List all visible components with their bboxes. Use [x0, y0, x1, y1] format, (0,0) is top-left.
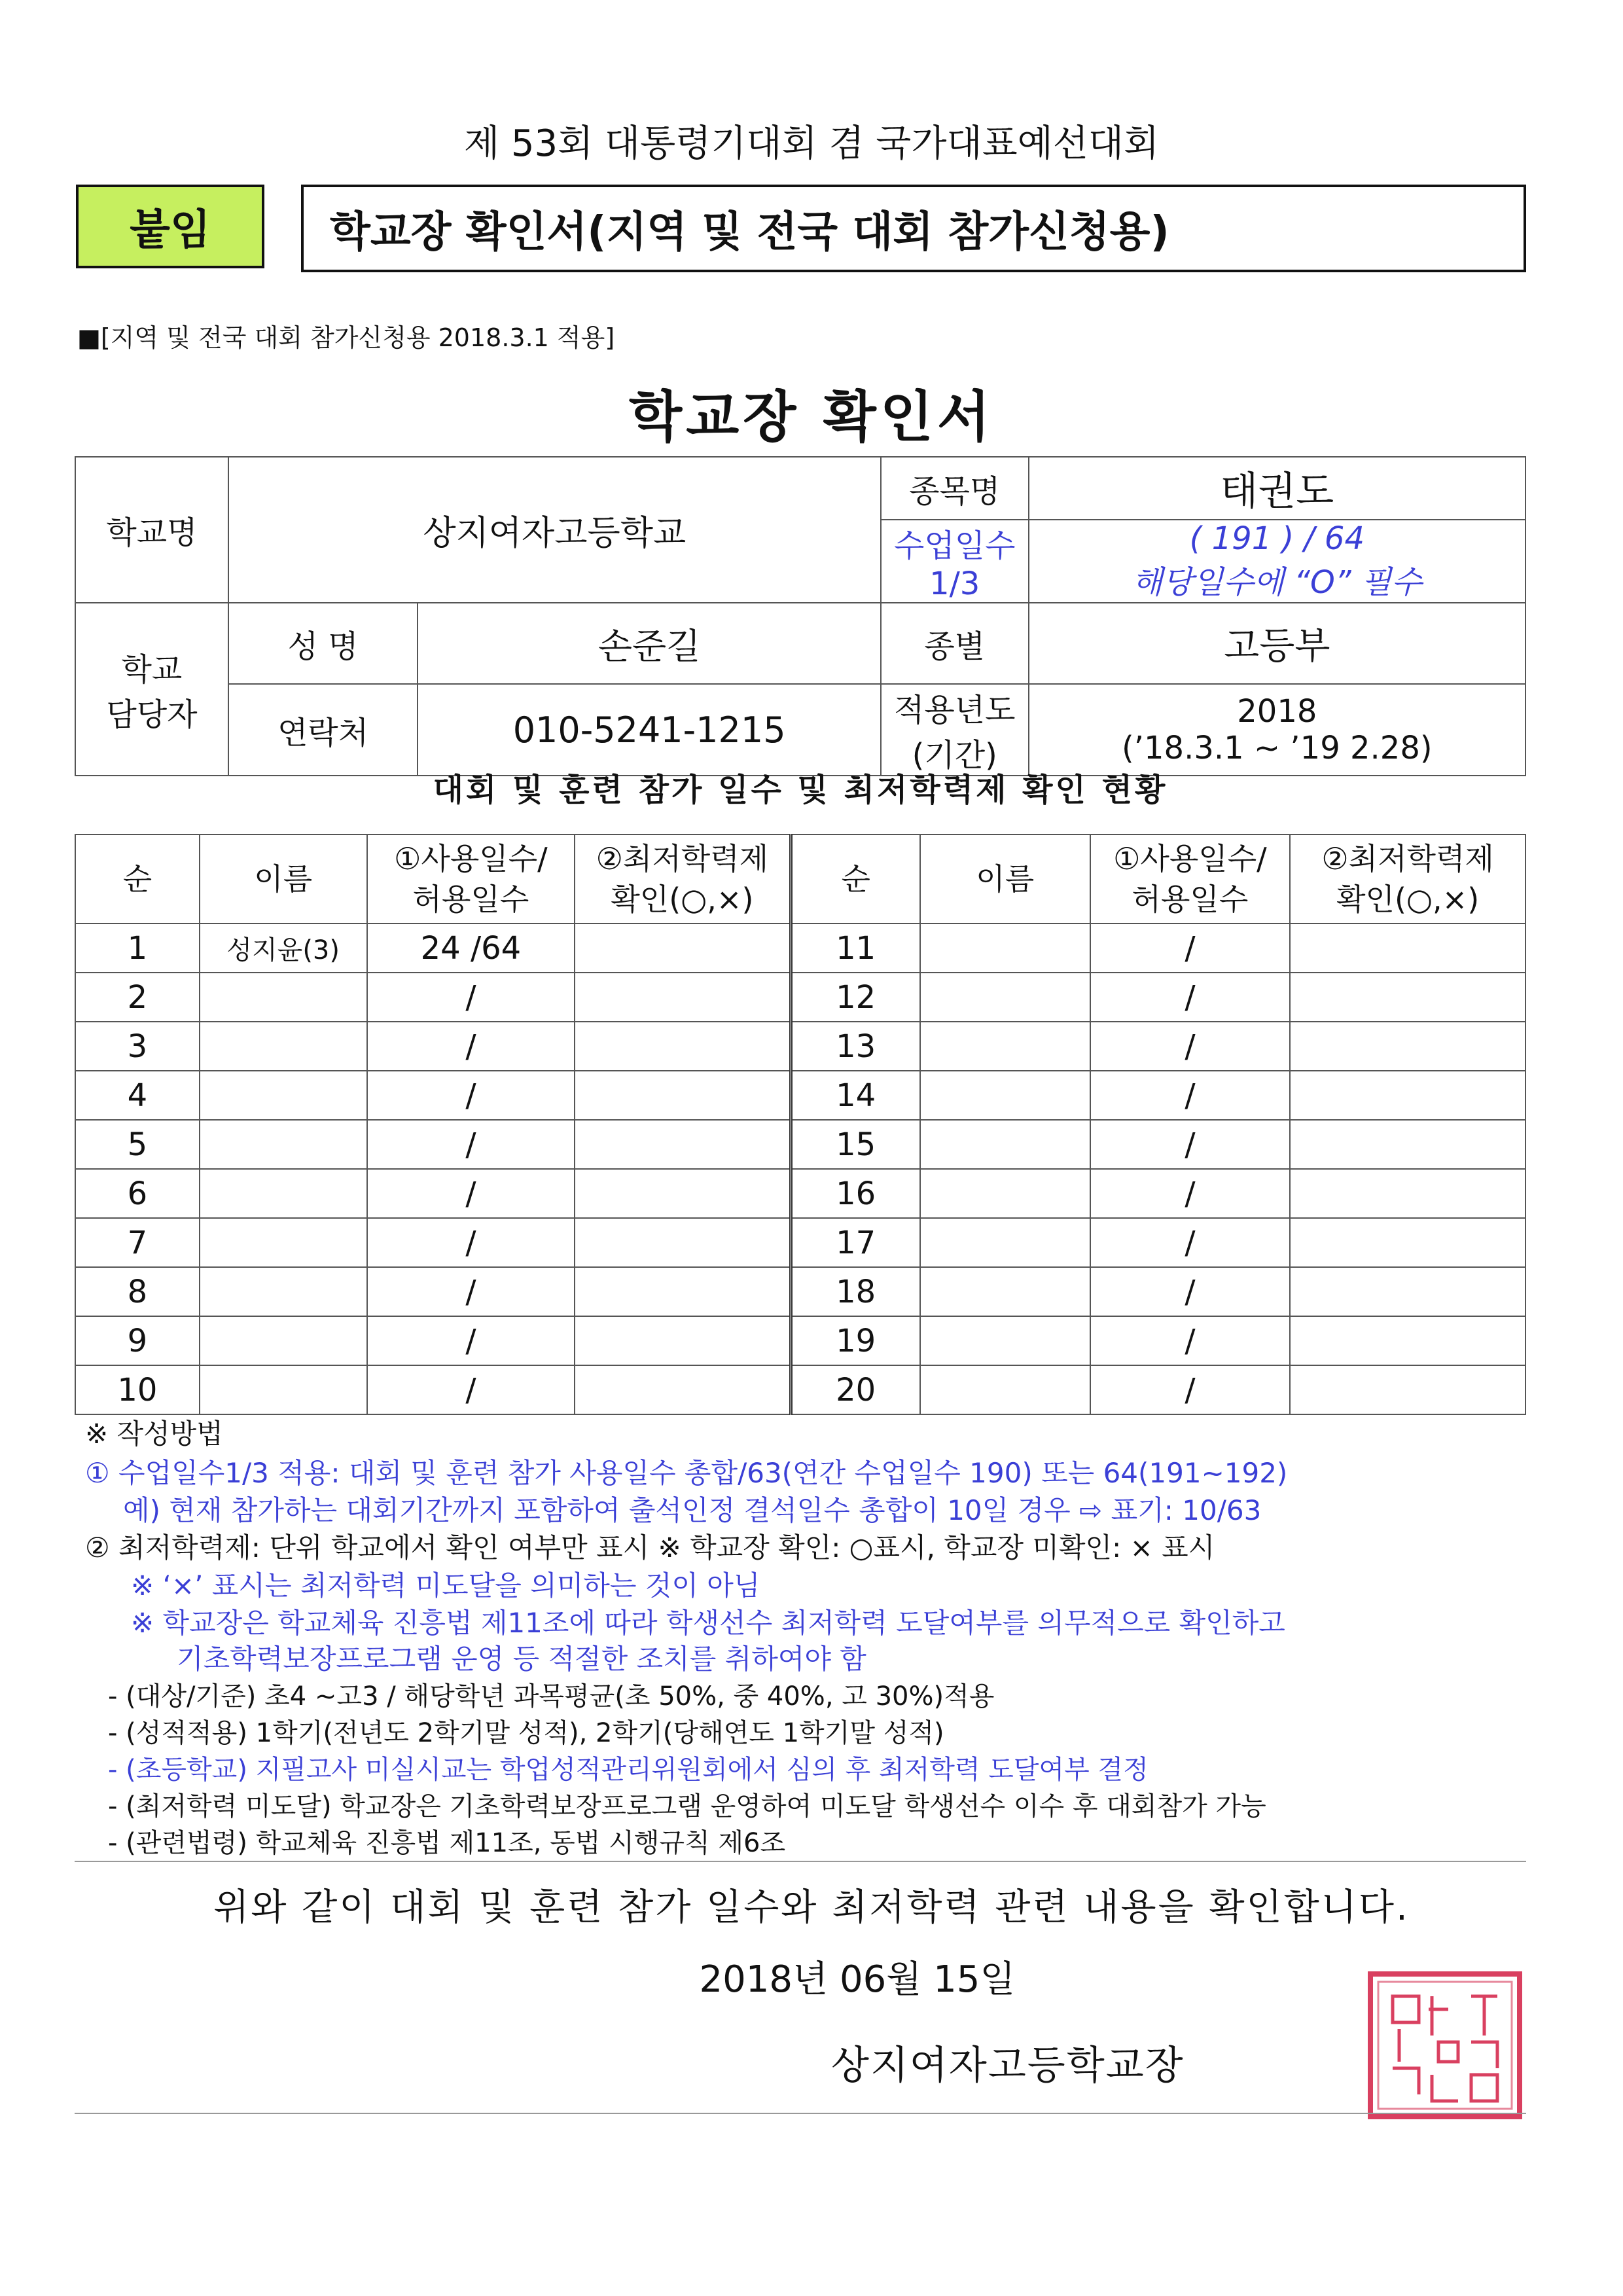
roster-left-name — [200, 1071, 367, 1120]
roster-left-no: 1 — [75, 924, 200, 973]
document-date: 2018년 06월 15일 — [699, 1958, 1016, 2001]
table-row — [75, 1022, 1525, 1071]
roster-right-name — [920, 1169, 1090, 1218]
roster-right-check — [1290, 1365, 1525, 1414]
roster-left-no: 5 — [75, 1120, 200, 1169]
table-row — [75, 1120, 1525, 1169]
roster-right-check — [1290, 1022, 1525, 1071]
roster-right-days: / — [1090, 1218, 1291, 1267]
roster-right-check — [1290, 1316, 1525, 1365]
roster-right-check — [1290, 1169, 1525, 1218]
roster-left-days: / — [367, 1365, 575, 1414]
roster-left-no: 9 — [75, 1316, 200, 1365]
roster-right-no: 17 — [791, 1218, 920, 1267]
roster-right-days: / — [1090, 924, 1291, 973]
roster-left-check — [575, 973, 791, 1022]
header-days-right-line1: ①사용일수/ — [1113, 841, 1267, 876]
roster-left-no: 10 — [75, 1365, 200, 1414]
roster-left-check — [575, 1120, 791, 1169]
roster-left-check — [575, 1365, 791, 1414]
roster-left-check — [575, 924, 791, 973]
roster-table — [75, 834, 1526, 1415]
contact-label: 연락처 — [228, 684, 418, 776]
roster-right-no: 18 — [791, 1267, 920, 1316]
roster-right-name — [920, 1365, 1090, 1414]
class-days-value — [1029, 520, 1525, 603]
roster-left-name — [200, 973, 367, 1022]
roster-right-days: / — [1090, 1316, 1291, 1365]
class-days-label-line2: 1/3 — [929, 565, 980, 602]
roster-left-check — [575, 1267, 791, 1316]
detail-3: - (초등학교) 지필고사 미실시교는 학업성적관리위원회에서 심의 후 최저학력 도달여부 결정 — [108, 1755, 1149, 1785]
principal-name: 상지여자고등학교장 — [831, 2043, 1185, 2089]
detail-2: - (성적적용) 1학기(전년도 2학기말 성적), 2학기(당해연도 1학기말 성적) — [108, 1718, 944, 1748]
table-row — [75, 1316, 1525, 1365]
roster-left-no: 6 — [75, 1169, 200, 1218]
header-name: 이름 — [200, 834, 367, 924]
roster-right-check — [1290, 1120, 1525, 1169]
year-label-line1: 적용년도 — [893, 692, 1016, 728]
year-value-line2: (’18.3.1 ~ ’19 2.28) — [1122, 730, 1433, 766]
roster-left-days: 24 /64 — [367, 924, 575, 973]
roster-right-no: 15 — [791, 1120, 920, 1169]
note-2c: ※ 학교장은 학교체육 진흥법 제11조에 따라 학생선수 최저학력 도달여부를 의무적으로 확인하고 — [131, 1607, 1285, 1639]
roster-left-no: 3 — [75, 1022, 200, 1071]
sport-label: 종목명 — [881, 457, 1029, 520]
roster-right-name — [920, 1218, 1090, 1267]
roster-left-days: / — [367, 1120, 575, 1169]
roster-right-no: 13 — [791, 1022, 920, 1071]
roster-left-no: 4 — [75, 1071, 200, 1120]
roster-left-check — [575, 1316, 791, 1365]
roster-left-days: / — [367, 1169, 575, 1218]
header-days-right-line2: 허용일수 — [1132, 882, 1249, 917]
roster-right-check — [1290, 924, 1525, 973]
year-value — [1029, 684, 1525, 776]
roster-left-no: 7 — [75, 1218, 200, 1267]
detail-5: - (관련법령) 학교체육 진흥법 제11조, 동법 시행규칙 제6조 — [108, 1828, 786, 1858]
note-1b: 예) 현재 참가하는 대회기간까지 포함하여 출석인정 결석일수 총합이 10일 경우 ⇨ 표기: 10/63 — [123, 1494, 1262, 1526]
roster-right-name — [920, 1022, 1090, 1071]
table-row — [75, 1365, 1525, 1414]
roster-left-days: / — [367, 1218, 575, 1267]
note-1a: ① 수업일수1/3 적용: 대회 및 훈련 참가 사용일수 총합/63(연간 수업일수 190) 또는 64(191~192) — [85, 1457, 1288, 1489]
roster-right-name — [920, 1071, 1090, 1120]
roster-left-check — [575, 1169, 791, 1218]
roster-left-no: 8 — [75, 1267, 200, 1316]
roster-right-no: 20 — [791, 1365, 920, 1414]
roster-right-no: 16 — [791, 1169, 920, 1218]
school-label: 학교명 — [75, 457, 228, 603]
divider-bottom — [75, 2113, 1526, 2114]
roster-right-days: / — [1090, 1071, 1291, 1120]
roster-right-check — [1290, 1218, 1525, 1267]
notes-heading: ※ 작성방법 — [85, 1418, 223, 1450]
status-title: 대회 및 훈련 참가 일수 및 최저학력제 확인 현황 — [433, 772, 1168, 808]
school-value: 상지여자고등학교 — [228, 457, 881, 603]
header-check-line1: ②최저학력제 — [596, 841, 769, 876]
name-label: 성 명 — [228, 603, 418, 684]
class-days-label — [881, 520, 1029, 603]
roster-left-check — [575, 1071, 791, 1120]
roster-left-name: 성지윤(3) — [200, 924, 367, 973]
note-2d: 기초학력보장프로그램 운영 등 적절한 조치를 취하여야 함 — [177, 1643, 866, 1675]
roster-right-check — [1290, 973, 1525, 1022]
roster-left-name — [200, 1022, 367, 1071]
header-no: 순 — [75, 834, 200, 924]
contact-value: 010-5241-1215 — [418, 684, 880, 776]
header-check-line2: 확인(○,×) — [611, 882, 754, 917]
confirmation-text: 위와 같이 대회 및 훈련 참가 일수와 최저학력 관련 내용을 확인합니다. — [213, 1886, 1410, 1929]
roster-right-name — [920, 1120, 1090, 1169]
division-label: 종별 — [881, 603, 1029, 684]
table-row — [75, 1218, 1525, 1267]
table-row — [75, 1267, 1525, 1316]
header-days-line1: ①사용일수/ — [394, 841, 548, 876]
roster-right-name — [920, 973, 1090, 1022]
roster-right-days: / — [1090, 1267, 1291, 1316]
roster-right-days: / — [1090, 1365, 1291, 1414]
roster-right-no: 12 — [791, 973, 920, 1022]
table-row — [75, 924, 1525, 973]
info-table — [75, 456, 1526, 776]
official-seal-icon — [1366, 1970, 1524, 2121]
roster-right-name — [920, 1316, 1090, 1365]
form-title: 학교장 확인서(지역 및 전국 대회 참가신청용) — [301, 185, 1526, 272]
header-check-right-line2: 확인(○,×) — [1336, 882, 1480, 917]
year-label — [881, 684, 1029, 776]
roster-right-no: 11 — [791, 924, 920, 973]
header-no-right: 순 — [791, 834, 920, 924]
roster-right-name — [920, 1267, 1090, 1316]
table-row — [75, 1169, 1525, 1218]
header-name-right: 이름 — [920, 834, 1090, 924]
class-days-value-line1: ( 191 ) / 64 — [1189, 520, 1364, 557]
roster-right-no: 19 — [791, 1316, 920, 1365]
scope-note: ■[지역 및 전국 대회 참가신청용 2018.3.1 적용] — [77, 323, 615, 352]
roster-left-name — [200, 1316, 367, 1365]
table-row — [75, 973, 1525, 1022]
header-check — [575, 834, 791, 924]
attachment-label: 붙임 — [76, 185, 264, 268]
name-value: 손준길 — [418, 603, 880, 684]
class-days-label-line1: 수업일수 — [893, 528, 1016, 564]
detail-4: - (최저학력 미도달) 학교장은 기초학력보장프로그램 운영하여 미도달 학생선수 이수 후 대회참가 가능 — [108, 1791, 1266, 1821]
manager-label-line1: 학교 — [121, 651, 183, 688]
roster-left-name — [200, 1365, 367, 1414]
roster-left-days: / — [367, 973, 575, 1022]
class-days-value-line2: 해당일수에 “O” 필수 — [1132, 564, 1422, 601]
roster-left-days: / — [367, 1316, 575, 1365]
roster-right-check — [1290, 1267, 1525, 1316]
note-2b: ※ ‘×’ 표시는 최저학력 미도달을 의미하는 것이 아님 — [131, 1570, 760, 1602]
roster-left-name — [200, 1267, 367, 1316]
year-value-line1: 2018 — [1237, 693, 1317, 730]
roster-left-days: / — [367, 1022, 575, 1071]
roster-right-days: / — [1090, 1022, 1291, 1071]
header-days-right — [1090, 834, 1291, 924]
roster-left-check — [575, 1218, 791, 1267]
roster-right-name — [920, 924, 1090, 973]
roster-left-days: / — [367, 1267, 575, 1316]
roster-left-days: / — [367, 1071, 575, 1120]
roster-left-name — [200, 1218, 367, 1267]
manager-label — [75, 603, 228, 776]
roster-right-days: / — [1090, 973, 1291, 1022]
header-check-right — [1290, 834, 1525, 924]
document-title: 학교장 확인서 — [628, 385, 995, 449]
sport-value: 태권도 — [1029, 457, 1525, 520]
note-2a: ② 최저학력제: 단위 학교에서 확인 여부만 표시 ※ 학교장 확인: ○표시, 학교장 미확인: × 표시 — [85, 1532, 1215, 1564]
year-label-line2: (기간) — [912, 737, 997, 774]
detail-1: - (대상/기준) 초4 ~고3 / 해당학년 과목평균(초 50%, 중 40%, 고 30%)적용 — [108, 1681, 995, 1712]
manager-label-line2: 담당자 — [106, 696, 198, 733]
header-days — [367, 834, 575, 924]
roster-left-name — [200, 1169, 367, 1218]
header-check-right-line1: ②최저학력제 — [1321, 841, 1494, 876]
roster-right-days: / — [1090, 1120, 1291, 1169]
table-row — [75, 1071, 1525, 1120]
roster-left-no: 2 — [75, 973, 200, 1022]
roster-right-check — [1290, 1071, 1525, 1120]
divider-top — [75, 1861, 1526, 1862]
division-value: 고등부 — [1029, 603, 1525, 684]
event-title: 제 53회 대통령기대회 겸 국가대표예선대회 — [463, 122, 1160, 165]
header-days-line2: 허용일수 — [412, 882, 529, 917]
roster-left-name — [200, 1120, 367, 1169]
roster-right-no: 14 — [791, 1071, 920, 1120]
roster-left-check — [575, 1022, 791, 1071]
roster-header — [75, 834, 1525, 924]
roster-right-days: / — [1090, 1169, 1291, 1218]
